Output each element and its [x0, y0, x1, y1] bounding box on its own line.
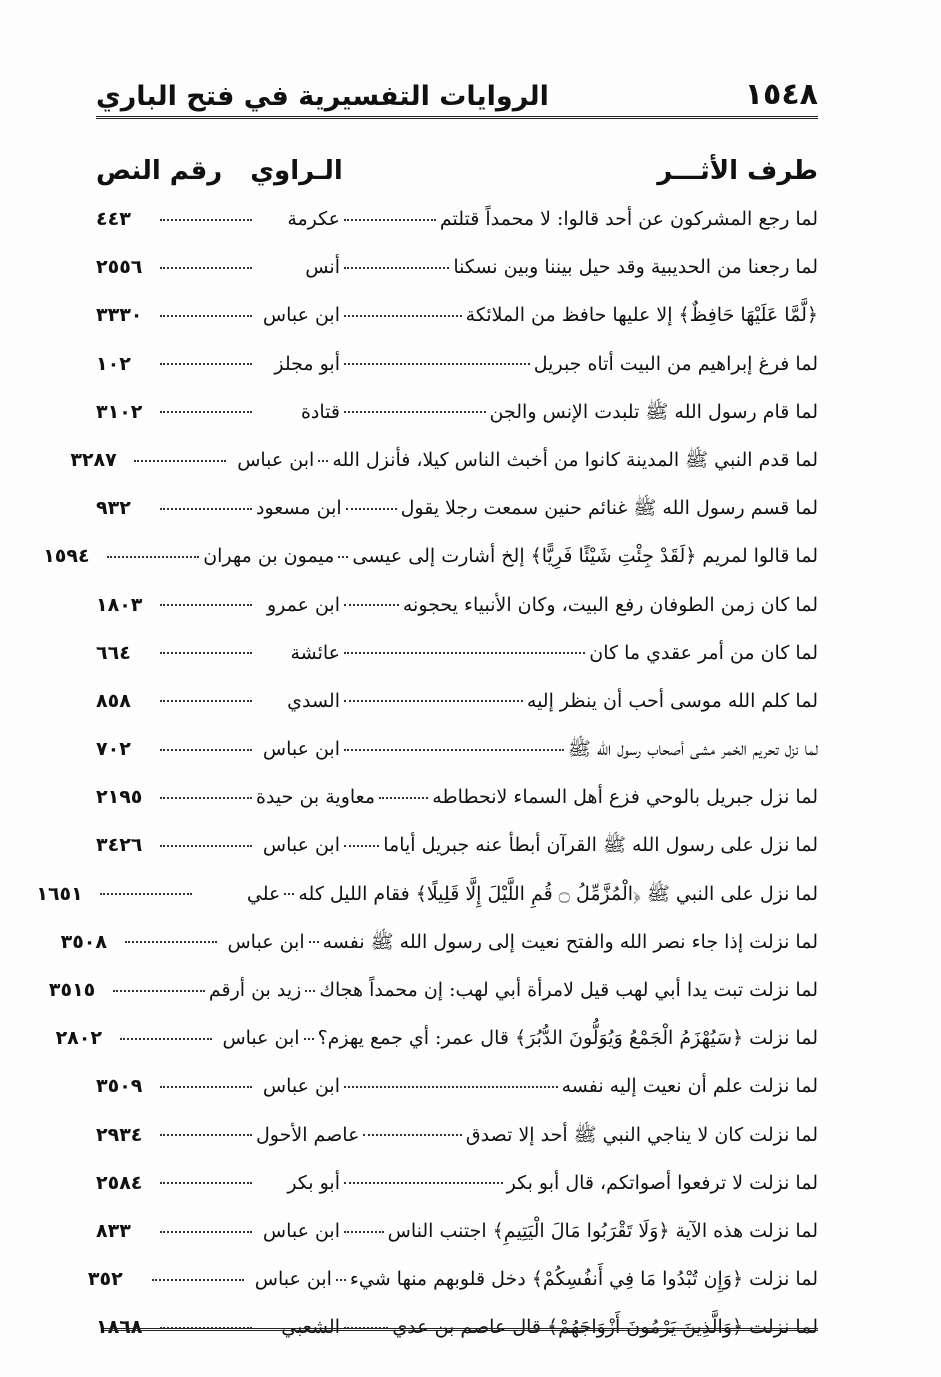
entry-narrator: ميمون بن مهران	[203, 545, 335, 568]
entry-incipit: لما نزلت ﴿سَيُهْزَمُ الْجَمْعُ وَيُوَلُّونَ الدُّبُرَ﴾ قال عمر: أي جمع يهزم؟	[317, 1027, 818, 1050]
dot-leader	[160, 796, 252, 799]
entry-incipit: لما قسم رسول الله ﷺ غنائم حنين سمعت رجلا يقول	[400, 497, 818, 520]
entry-narrator: أنس	[305, 256, 340, 279]
entry-number: ٣٢٨٧	[70, 448, 117, 471]
index-row	[48, 966, 818, 1014]
dot-leader	[379, 796, 428, 799]
dot-leader	[160, 1085, 252, 1088]
entry-number: ٢٥٥٦	[96, 256, 143, 279]
dot-leader	[125, 940, 217, 943]
entry-incipit: لما كان من أمر عقدي ما كان	[589, 641, 818, 664]
entry-incipit: لما كلم الله موسى أحب أن ينظر إليه	[526, 689, 818, 712]
dot-leader	[160, 218, 252, 221]
dot-leader	[160, 362, 252, 365]
dot-leader	[363, 1133, 461, 1136]
entry-incipit: لما نزلت لا ترفعوا أصواتكم، قال أبو بكر	[506, 1171, 818, 1194]
dot-leader	[160, 1181, 252, 1184]
entry-number: ١٦٥١	[36, 882, 83, 905]
book-title: الروايات التفسيرية في فتح الباري	[96, 81, 549, 112]
dot-leader	[160, 507, 252, 510]
entry-number: ٦٦٤	[96, 641, 131, 664]
entry-incipit: لما نزل جبريل بالوحي فزع أهل السماء لانحطاطه	[432, 786, 818, 809]
entry-incipit: لما نزلت ﴿وَإِن تُبْدُوا مَا فِي أَنفُسِكُمْ﴾ دخل قلوبهم منها شيء	[349, 1268, 818, 1291]
entry-narrator: أبو بكر	[287, 1171, 340, 1194]
index-row	[96, 388, 818, 436]
entry-incipit: لما نزل على رسول الله ﷺ القرآن أبطأ عنه جبريل أياما	[383, 834, 818, 857]
entry-narrator: ابن عباس	[222, 1027, 300, 1050]
index-row	[43, 532, 818, 580]
number-column-header: رقم النص	[96, 156, 223, 186]
index-row	[96, 773, 818, 821]
index-row	[36, 870, 818, 918]
entry-narrator: معاوية بن حيدة	[256, 786, 376, 809]
dot-leader	[344, 748, 564, 751]
entry-incipit: لما رجعنا من الحديبية وقد حيل بيننا وبين نسكنا	[453, 256, 818, 279]
entry-narrator: أبو مجلز	[274, 352, 340, 375]
entry-incipit: ﴿لَّمَّا عَلَيْهَا حَافِظٌ﴾ إلا عليها حافظ من الملائكة	[465, 304, 818, 327]
dot-leader	[160, 1133, 252, 1136]
entry-incipit: لما قدم النبي ﷺ المدينة كانوا من أخبث الناس كيلا، فأنزل الله	[332, 448, 818, 471]
entry-narrator: الشعبي	[281, 1316, 340, 1339]
entry-number: ١٠٢	[96, 352, 131, 375]
entry-number: ٨٥٨	[96, 689, 131, 712]
entry-narrator: ابن عمرو	[266, 593, 340, 616]
dot-leader	[304, 1037, 314, 1040]
dot-leader	[160, 1230, 252, 1233]
entry-number: ٢٩٣٤	[96, 1123, 143, 1146]
index-row	[96, 340, 818, 388]
dot-leader	[344, 699, 523, 702]
entry-incipit: لما نزلت علم أن نعيت إليه نفسه	[561, 1075, 818, 1098]
dot-leader	[134, 459, 226, 462]
entry-number: ٤٤٣	[96, 208, 131, 230]
entry-narrator: ابن عباس	[262, 1219, 340, 1242]
dot-leader	[160, 410, 252, 413]
index-row	[96, 677, 818, 725]
entry-incipit: لما قام رسول الله ﷺ تلبدت الإنس والجن	[489, 400, 818, 423]
entry-number: ٣٥٠٩	[96, 1075, 143, 1098]
index-row	[60, 918, 818, 966]
entry-narrator: علي	[246, 882, 281, 905]
entry-narrator: ابن مسعود	[256, 497, 342, 520]
index-row	[96, 484, 818, 532]
dot-leader	[346, 507, 397, 510]
dot-leader	[344, 651, 585, 654]
dot-leader	[100, 892, 192, 895]
dot-leader	[344, 603, 399, 606]
index-row	[55, 1014, 818, 1062]
entry-number: ١٨٠٣	[96, 593, 143, 616]
index-row	[96, 629, 818, 677]
dot-leader	[160, 603, 252, 606]
entry-number: ٣١٠٢	[96, 400, 143, 423]
entry-number: ٧٠٢	[96, 738, 131, 761]
dot-leader	[284, 892, 294, 895]
running-header	[96, 70, 818, 119]
entry-incipit: لما نزلت كان لا يناجي النبي ﷺ أحد إلا تصدق	[465, 1123, 818, 1146]
entry-narrator: ابن عباس	[262, 738, 340, 761]
entry-narrator: ابن عباس	[262, 304, 340, 327]
dot-leader	[344, 410, 486, 413]
entry-narrator: ابن عباس	[237, 448, 315, 471]
entry-narrator: قتادة	[300, 400, 340, 423]
index-row	[96, 821, 818, 869]
index-row	[96, 725, 818, 773]
dot-leader	[338, 555, 348, 558]
entry-incipit: لما رجع المشركون عن أحد قالوا: لا محمداً قتلتم	[439, 208, 818, 230]
index-row	[70, 436, 818, 484]
entry-number: ٨٣٣	[96, 1219, 131, 1242]
index-row	[96, 1062, 818, 1110]
entry-incipit: لما نزل تحريم الخمر مشى أصحاب رسول الله ﷺ	[567, 738, 818, 761]
entry-number: ٢٥٨٤	[96, 1171, 143, 1194]
entry-narrator: ابن عباس	[262, 1075, 340, 1098]
entry-narrator: السدي	[287, 689, 340, 712]
dot-leader	[344, 362, 530, 365]
entry-incipit: لما نزلت إذا جاء نصر الله والفتح نعيت إلى رسول الله ﷺ نفسه	[322, 930, 818, 953]
entry-narrator: زيد بن أرقم	[208, 979, 302, 1001]
dot-leader	[344, 1230, 384, 1233]
index-row	[96, 1159, 818, 1207]
index-page	[36, 70, 818, 1352]
entry-number: ١٨٦٨	[96, 1316, 143, 1339]
dot-leader	[160, 651, 252, 654]
entry-incipit: لما فرغ إبراهيم من البيت أتاه جبريل	[533, 352, 818, 375]
index-row	[96, 1207, 818, 1255]
entry-narrator: ابن عباس	[254, 1268, 332, 1291]
entry-number: ٣٥٢	[87, 1268, 123, 1291]
dot-leader	[107, 555, 199, 558]
entry-incipit: لما كان زمن الطوفان رفع البيت، وكان الأنبياء يحجونه	[402, 593, 818, 616]
index-row	[96, 243, 818, 291]
entry-number: ٣٥١٥	[48, 979, 96, 1001]
index-row	[87, 1255, 818, 1303]
dot-leader	[344, 1085, 558, 1088]
narrator-column-header: الـراوي	[250, 156, 343, 186]
bottom-rule	[104, 1328, 818, 1331]
dot-leader	[152, 1278, 244, 1281]
dot-leader	[160, 699, 252, 702]
entry-incipit: لما قالوا لمريم ﴿لَقَدْ جِئْتِ شَيْئًا فَرِيًّا﴾ إلخ أشارت إلى عيسى	[352, 545, 818, 568]
entry-narrator: عائشة	[290, 641, 340, 664]
entry-narrator: عاصم الأحول	[256, 1123, 360, 1146]
entry-incipit: لما نزلت ﴿وَالَّذِينَ يَرْمُونَ أَزْوَاجَهُمْ﴾ قال عاصم بن عدي	[392, 1316, 818, 1339]
index-row	[96, 195, 818, 243]
entry-number: ٢١٩٥	[96, 786, 143, 809]
dot-leader	[318, 459, 328, 462]
entry-number: ٢٨٠٢	[55, 1027, 102, 1050]
entry-number: ٣٣٣٠	[96, 304, 143, 327]
entry-incipit: لما نزلت هذه الآية ﴿وَلَا تَقْرَبُوا مَالَ الْيَتِيمِ﴾ اجتنب الناس	[387, 1219, 818, 1242]
dot-leader	[160, 844, 252, 847]
dot-leader	[160, 748, 252, 751]
dot-leader	[344, 844, 379, 847]
dot-leader	[160, 314, 252, 317]
index-row	[96, 1111, 818, 1159]
entry-number: ٣٥٠٨	[60, 930, 107, 953]
index-entries	[36, 195, 818, 1352]
dot-leader	[160, 266, 252, 269]
incipit-column-header: طرف الأثـــر	[657, 156, 818, 186]
entry-narrator: ابن عباس	[227, 930, 305, 953]
column-headers	[96, 149, 818, 193]
entry-narrator: عكرمة	[287, 208, 340, 230]
page-number: ١٥٤٨	[744, 77, 818, 112]
dot-leader	[120, 1037, 212, 1040]
dot-leader	[309, 940, 319, 943]
index-row	[96, 581, 818, 629]
dot-leader	[336, 1278, 346, 1281]
dot-leader	[344, 218, 436, 221]
dot-leader	[344, 314, 462, 317]
dot-leader	[113, 989, 205, 992]
dot-leader	[344, 266, 449, 269]
entry-incipit: لما نزل على النبي ﷺ ﴿الْمُزَّمِّلُ ۝ قُمِ اللَّيْلَ إِلَّا قَلِيلًا﴾ فقام الليل كله	[298, 882, 818, 905]
dot-leader	[305, 989, 315, 992]
entry-number: ٩٣٢	[96, 497, 131, 520]
entry-incipit: لما نزلت تبت يدا أبي لهب قيل لامرأة أبي لهب: إن محمداً هجاك	[319, 979, 818, 1001]
entry-narrator: ابن عباس	[262, 834, 340, 857]
dot-leader	[344, 1181, 503, 1184]
entry-number: ٣٤٢٦	[96, 834, 143, 857]
entry-number: ١٥٩٤	[43, 545, 90, 568]
index-row	[96, 291, 818, 339]
